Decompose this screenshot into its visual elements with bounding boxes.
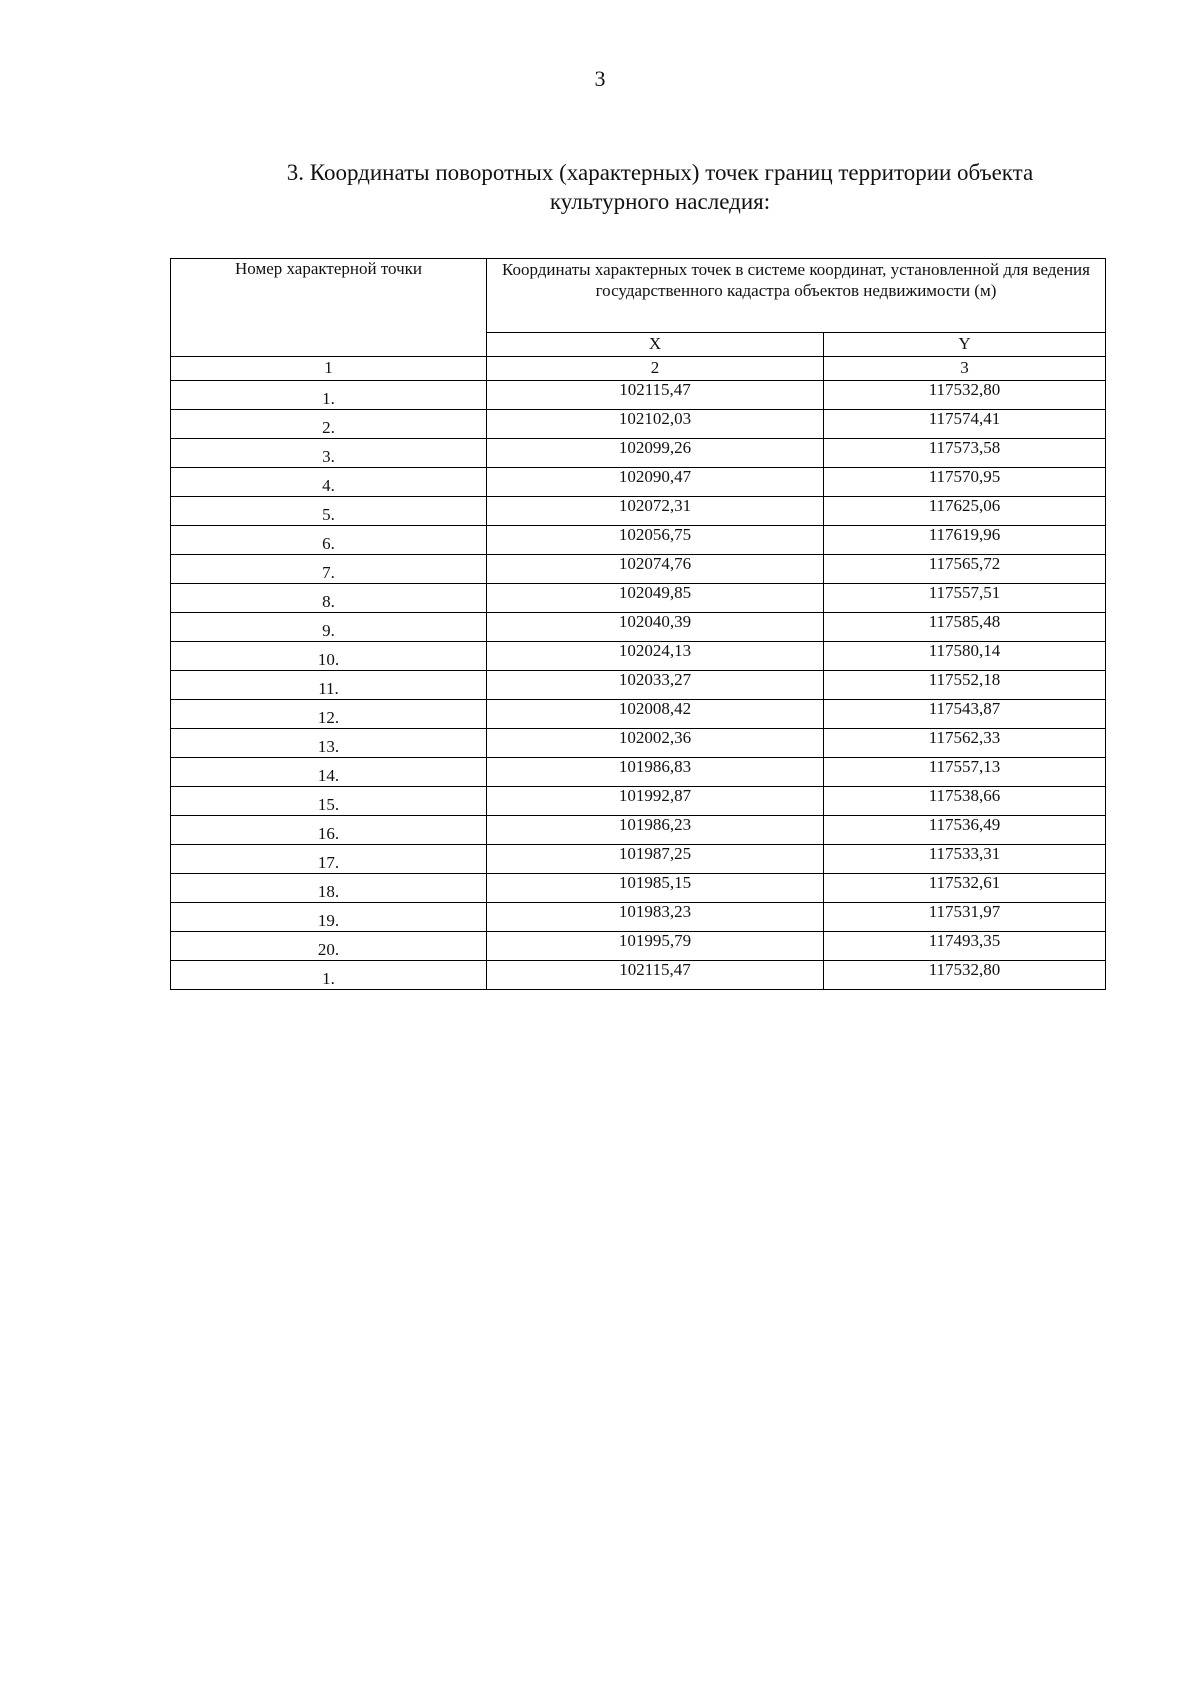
table-row [171,642,1106,671]
table-row [171,439,1106,468]
table-header-row [171,259,1106,333]
section-heading-line-2: культурного наследия: [549,189,771,214]
x-coordinate-cell: 101986,83 [487,758,824,787]
y-coordinate-cell: 117532,80 [824,381,1106,410]
point-number-cell: 2. [171,410,487,439]
point-number-cell: 11. [171,671,487,700]
y-coordinate-cell: 117552,18 [824,671,1106,700]
x-coordinate-cell: 101987,25 [487,845,824,874]
y-coordinate-cell: 117585,48 [824,613,1106,642]
point-number-cell: 14. [171,758,487,787]
x-coordinate-cell: 102008,42 [487,700,824,729]
y-coordinate-cell: 117543,87 [824,700,1106,729]
x-coordinate-cell: 102072,31 [487,497,824,526]
point-number-cell: 17. [171,845,487,874]
table-row [171,526,1106,555]
y-coordinate-cell: 117538,66 [824,787,1106,816]
point-number-cell: 1. [171,381,487,410]
table-row [171,468,1106,497]
y-coordinate-cell: 117570,95 [824,468,1106,497]
y-coordinate-cell: 117533,31 [824,845,1106,874]
table-row [171,729,1106,758]
y-coordinate-cell: 117536,49 [824,816,1106,845]
point-number-cell: 12. [171,700,487,729]
point-number-cell: 18. [171,874,487,903]
section-heading [240,158,1080,216]
y-coordinate-cell: 117562,33 [824,729,1106,758]
table-row [171,961,1106,990]
point-number-header: Номер характерной точки [171,259,487,357]
table-row [171,613,1106,642]
point-number-cell: 9. [171,613,487,642]
table-row [171,845,1106,874]
table-row [171,787,1106,816]
x-axis-header: X [487,332,824,357]
point-number-cell: 15. [171,787,487,816]
y-coordinate-cell: 117573,58 [824,439,1106,468]
y-coordinate-cell: 117574,41 [824,410,1106,439]
table-row [171,874,1106,903]
point-number-cell: 8. [171,584,487,613]
table-row [171,816,1106,845]
y-coordinate-cell: 117532,80 [824,961,1106,990]
table-row [171,410,1106,439]
x-coordinate-cell: 101985,15 [487,874,824,903]
table-row [171,758,1106,787]
column-number-row [171,357,1106,381]
table-row [171,555,1106,584]
x-coordinate-cell: 102049,85 [487,584,824,613]
y-coordinate-cell: 117532,61 [824,874,1106,903]
point-number-cell: 5. [171,497,487,526]
column-number: 1 [171,357,487,381]
y-coordinate-cell: 117493,35 [824,932,1106,961]
table-row [171,671,1106,700]
point-number-cell: 6. [171,526,487,555]
table-row [171,584,1106,613]
y-coordinate-cell: 117619,96 [824,526,1106,555]
y-coordinate-cell: 117531,97 [824,903,1106,932]
point-number-cell: 3. [171,439,487,468]
table-row [171,497,1106,526]
table-row [171,932,1106,961]
y-coordinate-cell: 117625,06 [824,497,1106,526]
x-coordinate-cell: 102090,47 [487,468,824,497]
x-coordinate-cell: 101995,79 [487,932,824,961]
column-number: 3 [824,357,1106,381]
x-coordinate-cell: 102002,36 [487,729,824,758]
x-coordinate-cell: 102115,47 [487,961,824,990]
x-coordinate-cell: 102099,26 [487,439,824,468]
y-axis-header: Y [824,332,1106,357]
y-coordinate-cell: 117557,13 [824,758,1106,787]
y-coordinate-cell: 117557,51 [824,584,1106,613]
point-number-cell: 1. [171,961,487,990]
x-coordinate-cell: 102074,76 [487,555,824,584]
point-number-cell: 7. [171,555,487,584]
table-row [171,903,1106,932]
point-number-cell: 19. [171,903,487,932]
coordinates-table [170,258,1106,990]
point-number-cell: 13. [171,729,487,758]
x-coordinate-cell: 102102,03 [487,410,824,439]
page-number: 3 [594,66,606,91]
point-number-cell: 20. [171,932,487,961]
coordinates-header: Координаты характерных точек в системе координат, установленной для ведения государственного кадастра объектов недвижимости (м) [487,259,1106,333]
point-number-cell: 4. [171,468,487,497]
table-row [171,381,1106,410]
table-row [171,700,1106,729]
x-coordinate-cell: 101992,87 [487,787,824,816]
x-coordinate-cell: 102115,47 [487,381,824,410]
section-heading-line-1: 3. Координаты поворотных (характерных) точек границ территории объекта [286,160,1034,185]
y-coordinate-cell: 117565,72 [824,555,1106,584]
column-number: 2 [487,357,824,381]
x-coordinate-cell: 102033,27 [487,671,824,700]
y-coordinate-cell: 117580,14 [824,642,1106,671]
x-coordinate-cell: 102056,75 [487,526,824,555]
x-coordinate-cell: 101983,23 [487,903,824,932]
point-number-cell: 10. [171,642,487,671]
x-coordinate-cell: 102024,13 [487,642,824,671]
x-coordinate-cell: 101986,23 [487,816,824,845]
point-number-cell: 16. [171,816,487,845]
x-coordinate-cell: 102040,39 [487,613,824,642]
